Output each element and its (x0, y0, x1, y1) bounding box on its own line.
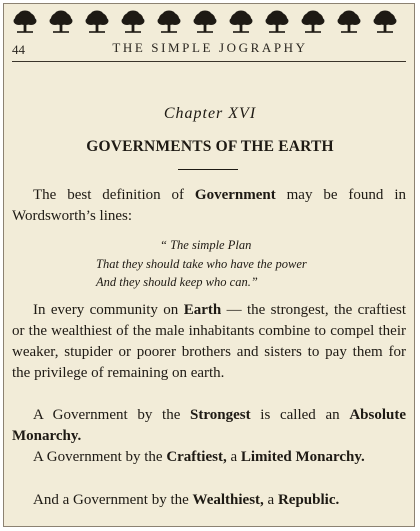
verse-quote (96, 236, 307, 292)
verse-line: And they should keep who can.” (96, 275, 258, 289)
tree-ornament-row (4, 10, 415, 36)
text-run: In every community on (33, 302, 184, 318)
bold-term: Earth (183, 302, 222, 318)
text-run: a (226, 449, 241, 465)
text-run: And a Government by the (33, 492, 193, 508)
tree-icon (83, 10, 111, 34)
text-run: — the strongest, the craftiest or the wealthiest of the male inhabitants combine to compel their weaker, stupider or poorer brothers and sisters to pay them for the privilege of remaining on earth. (12, 302, 406, 381)
bold-term: Absolute Monarchy. (12, 407, 406, 444)
paragraph-limited-monarchy (12, 447, 406, 468)
paragraph-definition (12, 185, 406, 227)
text-run: The best definition of (33, 187, 195, 203)
tree-icon (191, 10, 219, 34)
chapter-label: Chapter XVI (163, 105, 257, 122)
tree-icon (11, 10, 39, 34)
page-number: 44 (12, 42, 25, 57)
text-run: a (263, 492, 278, 508)
bold-term: Wealthiest, (192, 492, 264, 508)
tree-icon (155, 10, 183, 34)
paragraph-community (12, 300, 406, 384)
title-divider (178, 169, 238, 170)
bold-term: Government (194, 187, 276, 203)
tree-icon (335, 10, 363, 34)
bold-term: Strongest (190, 407, 251, 423)
paragraph-republic (12, 490, 406, 511)
tree-icon (47, 10, 75, 34)
chapter-title: GOVERNMENTS OF THE EARTH (86, 138, 334, 155)
paragraph-absolute-monarchy (12, 405, 406, 447)
tree-icon (263, 10, 291, 34)
verse-line: “ The simple Plan (160, 238, 252, 252)
book-page (3, 3, 415, 527)
tree-icon (299, 10, 327, 34)
bold-term: Craftiest, (166, 449, 227, 465)
tree-icon (119, 10, 147, 34)
bold-term: Limited Monarchy. (240, 449, 365, 465)
text-run: A Government by the (33, 407, 191, 423)
header-divider (12, 61, 406, 62)
text-run: A Government by the (33, 449, 167, 465)
verse-line: That they should take who have the power (96, 256, 307, 271)
tree-icon (371, 10, 399, 34)
bold-term: Republic. (277, 492, 340, 508)
text-run: is called an (250, 407, 350, 423)
text-run: may be found in Wordsworth’s lines: (12, 187, 406, 224)
tree-icon (227, 10, 255, 34)
running-title: THE SIMPLE JOGRAPHY (112, 40, 308, 55)
